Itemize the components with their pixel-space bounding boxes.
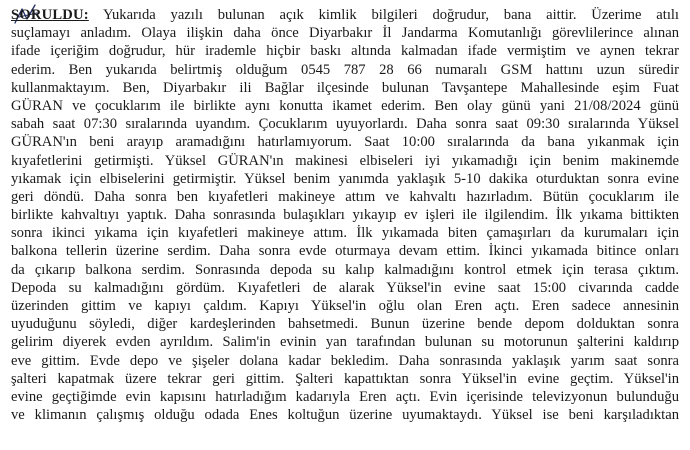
text-line-21: şalteri kapatmak üzere tekrar geri gittim. Şalteri kapattıktan sonra Yüksel'in evine geçtim. Yüksel'in	[11, 370, 679, 387]
text-line-8: GÜRAN'ın beni arayıp aramadığını hatırlamıyorum. Saat 10:00 sıralarında da bana yıkanmak için	[11, 134, 679, 151]
text-line-9: kıyafetlerini getirmişti. Yüksel GÜRAN'ın makinesi elbiseleri iyi yıkamadığı için benim makinemde	[11, 152, 679, 169]
text-line-16: Depoda su kalmadığını gördüm. Kıyafetleri de alarak Yüksel'in evine saat 15:00 civarında cadde	[11, 279, 679, 296]
first-line-text: Yukarıda yazılı bulunan açık kimlik bilgileri doğrudur, bana aittir. Üzerime atılı	[88, 7, 679, 23]
text-line-7: sabah saat 07:30 sıralarında uyandım. Çocuklarım uyuyorlardı. Daha sonra saat 09:30 sıralarında Yüksel	[11, 116, 679, 133]
text-line-15: da çıkarıp balkona serdim. Sonrasında depoda su kalıp kalmadığını kontrol etmek için terasa çıktım.	[11, 261, 679, 278]
text-line-23: ve klimanın çalışmış olduğu odada Enes koltuğun üzerine uyumaktaydı. Yüksel ise beni karşıladıktan	[11, 407, 679, 424]
text-line-10: yıkamak için elbiselerini getirmiştir. Yüksel benim yanımda yaklaşık 5-10 dakika oturduktan sonra evine	[11, 170, 679, 187]
text-line-12: birlikte kahvaltıyı yaptık. Daha sonrasında bulaşıkları yıkayıp ev işleri ile ilgilendim. İlk yıkama bittikten	[11, 207, 679, 224]
text-line-1	[11, 6, 679, 24]
statement-body	[11, 6, 679, 443]
text-line-4: ederim. Ben yukarıda belirtmiş olduğum 0545 787 28 66 numaralı GSM hattını uzun süredir	[11, 61, 679, 78]
text-line-18: uyuduğunu söyledi, diğer kardeşlerinden bahsetmedi. Bunun üzerine bende depom dolduktan sonra	[11, 316, 679, 333]
text-line-13: sonra ikinci yıkama için kıyafetleri makineye attım. İlk yıkamada biten çamaşırları da kurumaları için	[11, 225, 679, 242]
text-line-3: ifade içeriğim doğrudur, hür irademle hiçbir baskı altında kalmadan ifade vermiştim ve aynen tekrar	[11, 43, 679, 60]
text-line-5: kullanmaktayım. Ben, Diyarbakır ili Bağlar ilçesinde bulunan Tavşantepe Mahallesinde eşim Fuat	[11, 79, 679, 96]
text-line-2: suçlamayı anladım. Olaya ilişkin daha önce Diyarbakır İl Jandarma Komutanlığı görevlilerince alınan	[11, 25, 679, 42]
text-line-24	[11, 424, 679, 442]
text-line-19: gelirim diyerek evden ayrıldım. Salim'in evinin yan tarafından bulunan su motorunun şalterini kaldırıp	[11, 334, 679, 351]
text-line-14: balkona tellerin üzerine serdim. Daha sonra evde oturmaya devam ettim. İkinci yıkamada bitince onları	[11, 243, 679, 260]
section-label: SORULDU:	[11, 7, 89, 23]
text-line-17: üzerinden gittim ve kapıyı çaldım. Kapıyı Yüksel'in oğlu olan Eren açtı. Eren sadece annesinin	[11, 298, 679, 314]
text-line-20: eve gittim. Evde depo ve şişeler dolana kadar bekledim. Daha sonrasında yaklaşık yarım saat sonra	[11, 352, 679, 369]
text-line-22: evine geçtiğimde evin kapısını hatırladığım kadarıyla Eren açtı. Evin içerisinde televizyonun bulunduğu	[11, 388, 679, 405]
text-line-6: GÜRAN ve çocuklarım ile birlikte aynı konutta ikamet ederim. Ben olay günü yani 21/08/2024 günü	[11, 97, 679, 114]
text-line-11: geri döndü. Daha sonra ben kıyafetleri makineye attım ve kahvaltı hazırladım. Bütün çocuklarım ile	[11, 188, 679, 205]
